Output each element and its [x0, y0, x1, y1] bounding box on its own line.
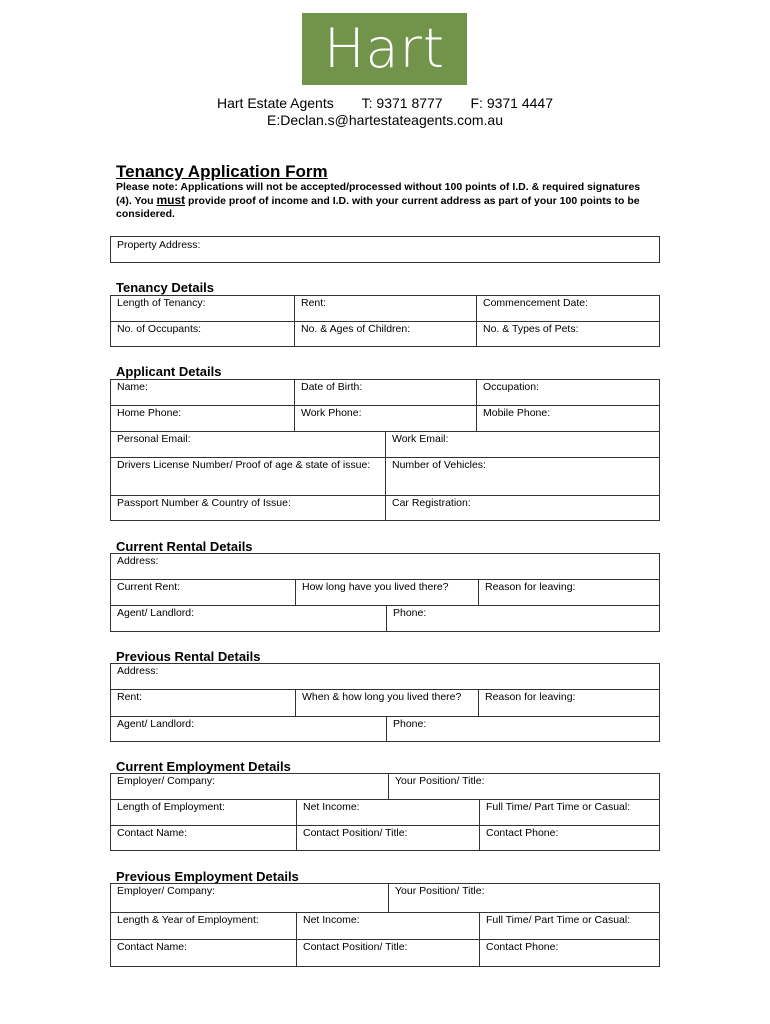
form-note	[116, 181, 656, 221]
previous-reason-field[interactable]: Reason for leaving:	[478, 690, 659, 716]
current-income-field[interactable]: Net Income:	[296, 800, 479, 825]
children-field[interactable]: No. & Ages of Children:	[294, 322, 476, 346]
current-address-field[interactable]: Address:	[117, 555, 159, 567]
commencement-field[interactable]: Commencement Date:	[476, 296, 659, 321]
agency-name: Hart Estate Agents	[217, 95, 334, 111]
note-text-b: provide proof of income and I.D. with your current address as part of your 100 points to be considered.	[116, 195, 640, 220]
note-text-a: Please note: Applications will not be accepted/processed without 100 points of I.D. & required signatures (4). You	[116, 181, 641, 207]
previous-agent-field[interactable]: Agent/ Landlord:	[117, 718, 195, 730]
previous-address-field[interactable]: Address:	[117, 665, 159, 677]
note-must: must	[156, 193, 186, 207]
current-contact-phone-field[interactable]: Contact Phone:	[479, 826, 659, 850]
current-rental-table	[110, 553, 660, 632]
current-employment-length-field[interactable]: Length of Employment:	[117, 801, 225, 813]
property-address-box	[110, 236, 660, 263]
current-duration-field[interactable]: How long have you lived there?	[295, 580, 478, 605]
phone-number: T: 9371 8777	[361, 95, 443, 111]
previous-employment-heading: Previous Employment Details	[116, 869, 299, 884]
applicant-table	[110, 379, 660, 521]
logo-text: Hart	[323, 17, 446, 80]
previous-rental-table	[110, 663, 660, 742]
contact-line	[0, 95, 770, 111]
current-employment-type-field[interactable]: Full Time/ Part Time or Casual:	[479, 800, 659, 825]
previous-position-field[interactable]: Your Position/ Title:	[388, 884, 659, 912]
work-phone-field[interactable]: Work Phone:	[294, 406, 476, 431]
applicant-heading: Applicant Details	[116, 364, 222, 379]
personal-email-field[interactable]: Personal Email:	[117, 433, 191, 445]
tenancy-length-field[interactable]: Length of Tenancy:	[117, 297, 206, 309]
work-email-field[interactable]: Work Email:	[385, 432, 659, 457]
previous-employment-type-field[interactable]: Full Time/ Part Time or Casual:	[479, 913, 659, 939]
occupation-field[interactable]: Occupation:	[476, 380, 659, 405]
current-agent-field[interactable]: Agent/ Landlord:	[117, 607, 195, 619]
previous-contact-phone-field[interactable]: Contact Phone:	[479, 940, 659, 966]
mobile-phone-field[interactable]: Mobile Phone:	[476, 406, 659, 431]
previous-contact-position-field[interactable]: Contact Position/ Title:	[296, 940, 479, 966]
tenancy-heading: Tenancy Details	[116, 280, 215, 295]
current-employment-table	[110, 773, 660, 851]
current-employment-heading: Current Employment Details	[116, 759, 291, 774]
previous-rental-heading: Previous Rental Details	[116, 649, 261, 664]
car-registration-field[interactable]: Car Registration:	[385, 496, 659, 520]
previous-phone-field[interactable]: Phone:	[386, 717, 659, 741]
previous-employment-table	[110, 883, 660, 967]
occupants-field[interactable]: No. of Occupants:	[117, 323, 202, 335]
license-field[interactable]: Drivers License Number/ Proof of age & state of issue:	[117, 459, 371, 471]
fax-number: F: 9371 4447	[470, 95, 553, 111]
dob-field[interactable]: Date of Birth:	[294, 380, 476, 405]
previous-employer-field[interactable]: Employer/ Company:	[117, 885, 216, 897]
current-reason-field[interactable]: Reason for leaving:	[478, 580, 659, 605]
home-phone-field[interactable]: Home Phone:	[117, 407, 182, 419]
current-contact-position-field[interactable]: Contact Position/ Title:	[296, 826, 479, 850]
passport-field[interactable]: Passport Number & Country of Issue:	[117, 497, 291, 509]
previous-employment-length-field[interactable]: Length & Year of Employment:	[117, 914, 259, 926]
vehicles-field[interactable]: Number of Vehicles:	[385, 458, 659, 495]
pets-field[interactable]: No. & Types of Pets:	[476, 322, 659, 346]
current-position-field[interactable]: Your Position/ Title:	[388, 774, 659, 799]
current-contact-name-field[interactable]: Contact Name:	[117, 827, 188, 839]
current-rental-heading: Current Rental Details	[116, 539, 253, 554]
current-phone-field[interactable]: Phone:	[386, 606, 659, 631]
form-title: Tenancy Application Form	[116, 162, 328, 181]
previous-rent-field[interactable]: Rent:	[117, 691, 143, 703]
tenancy-table	[110, 295, 660, 347]
hart-logo	[302, 13, 467, 85]
current-rent-field[interactable]: Current Rent:	[117, 581, 181, 593]
email-line: E:Declan.s@hartestateagents.com.au	[266, 112, 503, 128]
property-address-field[interactable]: Property Address:	[117, 239, 201, 251]
previous-duration-field[interactable]: When & how long you lived there?	[295, 690, 478, 716]
rent-field[interactable]: Rent:	[294, 296, 476, 321]
previous-income-field[interactable]: Net Income:	[296, 913, 479, 939]
previous-contact-name-field[interactable]: Contact Name:	[117, 941, 188, 953]
current-employer-field[interactable]: Employer/ Company:	[117, 775, 216, 787]
name-field[interactable]: Name:	[117, 381, 148, 393]
